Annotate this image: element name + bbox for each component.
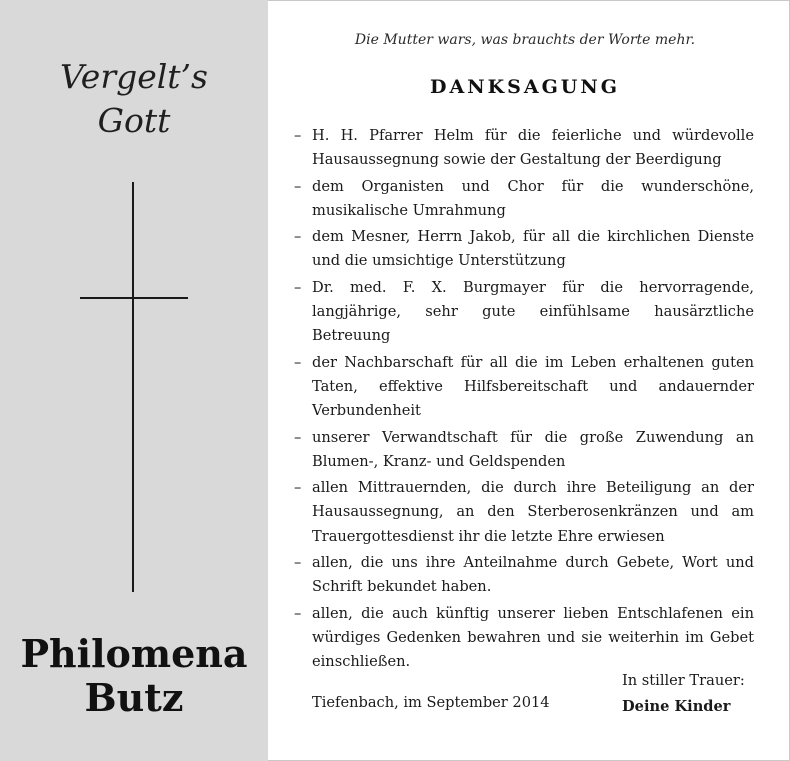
mourning-line: In stiller Trauer: [622, 672, 745, 689]
right-panel [292, 0, 758, 761]
dash-bullet: – [294, 554, 302, 572]
dash-bullet: – [294, 278, 302, 296]
list-item [292, 276, 754, 349]
dash-bullet: – [294, 479, 302, 497]
list-item [292, 476, 754, 549]
list-item-text: Dr. med. F. X. Burgmayer für die hervorragende, langjährige, sehr gute einfühlsame hausärztliche Betreuung [312, 278, 754, 345]
deceased-first-name: Philomena [20, 631, 248, 676]
list-item [292, 351, 754, 424]
signers: Deine Kinder [622, 698, 731, 715]
list-item-text: dem Organisten und Chor für die wunderschöne, musikalische Umrahmung [312, 177, 754, 219]
signature-block [622, 668, 754, 720]
left-panel [0, 0, 268, 761]
list-item [292, 225, 754, 274]
list-item [292, 426, 754, 475]
list-item-text: allen, die uns ihre Anteilnahme durch Gebete, Wort und Schrift bekundet haben. [312, 554, 754, 596]
place-date: Tiefenbach, im September 2014 [312, 694, 550, 711]
greeting-line-1: Vergelt’s [59, 57, 208, 96]
cross-icon-crossbar [80, 297, 188, 299]
greeting-line-2: Gott [97, 101, 171, 140]
deceased-last-name: Butz [84, 675, 184, 720]
motto: Die Mutter wars, was brauchts der Worte mehr. [354, 32, 696, 48]
list-item-text: allen Mittrauernden, die durch ihre Beteiligung an der Hausaussegnung, an den Sterberosenkränzen und am Trauergottesdienst ihr die letzte Ehre erwiesen [312, 479, 754, 545]
list-item-text: unserer Verwandtschaft für die große Zuwendung an Blumen-, Kranz- und Geldspenden [312, 428, 754, 470]
page-title: DANKSAGUNG [430, 76, 620, 98]
cross-icon [132, 182, 134, 592]
list-item [292, 602, 754, 675]
dash-bullet: – [294, 353, 302, 371]
dash-bullet: – [294, 428, 302, 446]
dash-bullet: – [294, 177, 302, 195]
list-item-text: dem Mesner, Herrn Jakob, für all die kirchlichen Dienste und die umsichtige Unterstützung [312, 228, 754, 270]
dash-bullet: – [294, 127, 302, 144]
thanks-list [292, 124, 754, 677]
list-item [292, 175, 754, 224]
list-item-text: der Nachbarschaft für all die im Leben erhaltenen guten Taten, effektive Hilfsbereitschaft und andauernder Verbundenheit [312, 353, 754, 420]
dash-bullet: – [294, 228, 302, 246]
list-item [292, 124, 754, 173]
dash-bullet: – [294, 604, 302, 622]
list-item-text: H. H. Pfarrer Helm für die feierliche und würdevolle Hausaussegnung sowie der Gestaltung der Beerdigung [312, 127, 754, 169]
greeting [0, 55, 268, 143]
list-item-text: allen, die auch künftig unserer lieben Entschlafenen ein würdiges Gedenken bewahren und sie weiterhin im Gebet einschließen. [312, 604, 754, 671]
deceased-name [0, 632, 268, 720]
list-item [292, 551, 754, 600]
